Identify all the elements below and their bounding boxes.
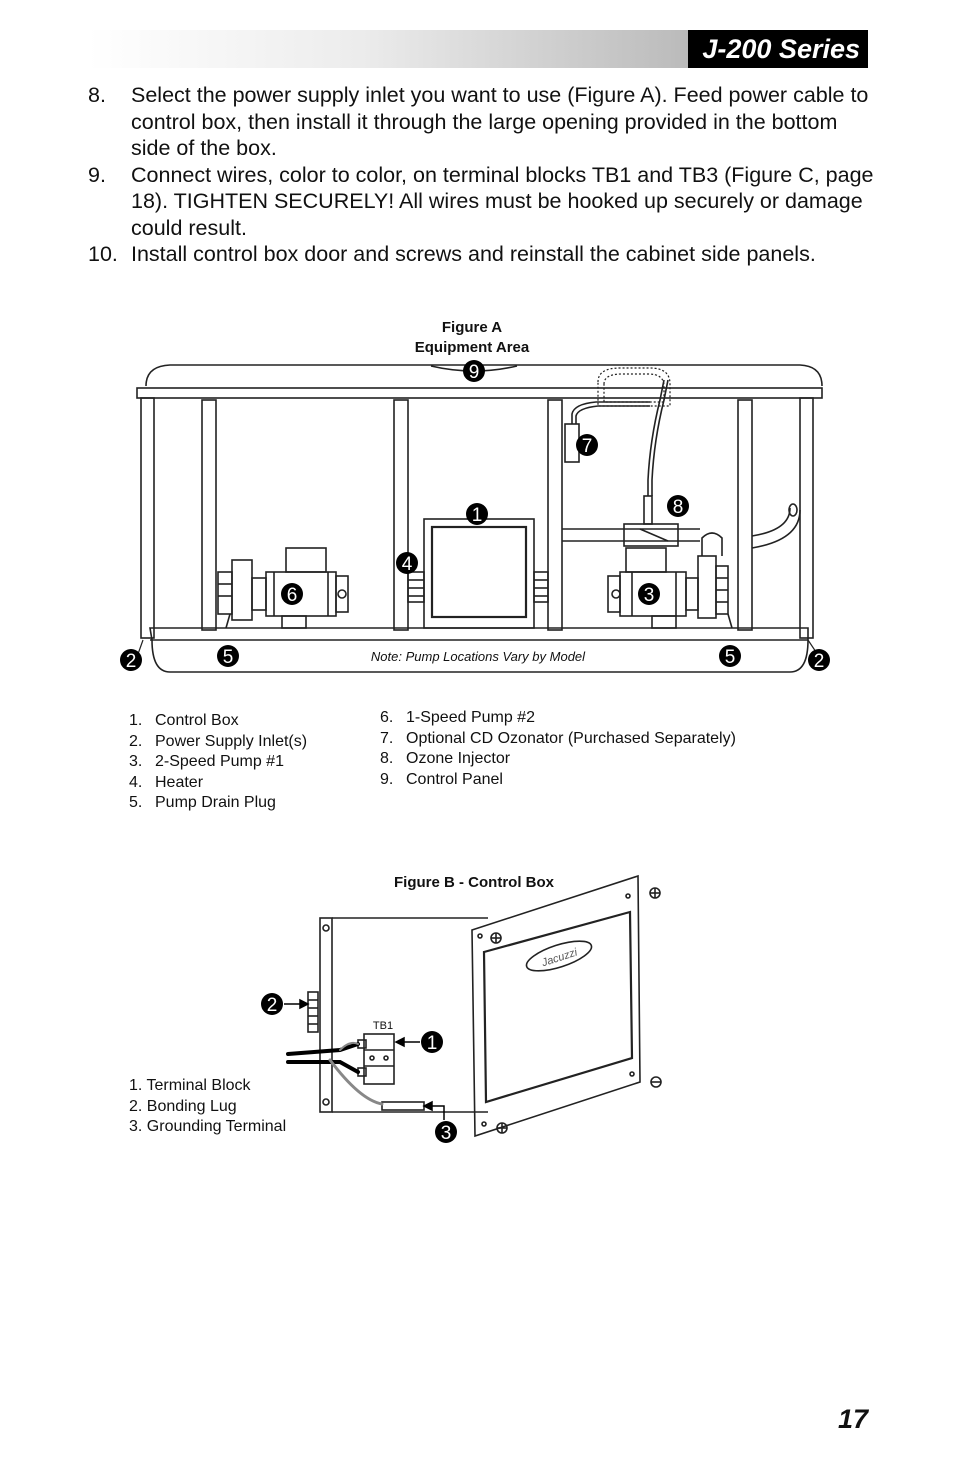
step-text: Select the power supply inlet you want to use (Figure A). Feed power cable to control box, then install it through the large opening provided in the bottom side of the box. <box>131 83 869 160</box>
callout-7: 7 <box>581 436 593 457</box>
jacuzzi-logo-text: Jacuzzi <box>540 946 579 970</box>
tb1-label: TB1 <box>372 1020 394 1032</box>
callout-2: 2 <box>266 995 278 1016</box>
legend-item: 6. 1-Speed Pump #2 <box>380 709 535 726</box>
legend-item: 5. Pump Drain Plug <box>129 794 276 811</box>
step-text: Install control box door and screws and reinstall the cabinet side panels. <box>131 242 816 266</box>
step-text: Connect wires, color to color, on terminal blocks TB1 and TB3 (Figure C, page 18). TIGHTEN SECURELY! All wires must be hooked up securely or damage could result. <box>131 162 874 240</box>
callout-1: 1 <box>426 1033 438 1054</box>
legend-item: 8. Ozone Injector <box>380 750 511 767</box>
legend-item: 2. Bonding Lug <box>129 1097 237 1115</box>
figure-a-title-line1: Figure A <box>441 319 503 336</box>
figure-b-legend <box>129 1076 286 1138</box>
terminal-block <box>364 1034 394 1084</box>
legend-item: 1. Terminal Block <box>129 1077 251 1094</box>
figure-a-title-line2: Equipment Area <box>414 339 530 356</box>
callout-3: 3 <box>440 1123 452 1144</box>
control-box-door <box>472 876 640 1136</box>
callout-8: 8 <box>672 497 684 518</box>
callout-9: 9 <box>468 362 480 383</box>
callout-3: 3 <box>643 585 655 606</box>
legend-item: 1. Control Box <box>129 712 239 729</box>
callout-2: 2 <box>813 651 825 672</box>
callout-1: 1 <box>471 505 483 526</box>
control-box-back <box>320 918 332 1112</box>
callout-5: 5 <box>724 647 736 668</box>
step-number: 10. <box>88 242 118 266</box>
legend-item: 9. Control Panel <box>380 770 503 788</box>
figure-b-title: Figure B - Control Box <box>394 874 554 891</box>
legend-item: 3. Grounding Terminal <box>129 1118 287 1135</box>
legend-item: 2. Power Supply Inlet(s) <box>129 732 308 750</box>
callout-4: 4 <box>401 554 413 575</box>
legend-item: 3. 2-Speed Pump #1 <box>129 753 284 770</box>
series-title: J-200 Series <box>688 30 868 68</box>
callout-5: 5 <box>222 647 234 668</box>
callout-2: 2 <box>125 651 137 672</box>
legend-item: 7. Optional CD Ozonator (Purchased Separately) <box>380 729 736 747</box>
step-number: 8. <box>88 83 106 107</box>
callout-6: 6 <box>286 585 298 606</box>
legend-item: 4. Heater <box>129 773 204 791</box>
grounding-terminal <box>382 1102 424 1110</box>
pump-location-note: Note: Pump Locations Vary by Model <box>370 649 586 664</box>
step-number: 9. <box>88 162 106 187</box>
bonding-lug <box>308 992 318 1032</box>
page-number: 17 <box>837 1404 868 1434</box>
